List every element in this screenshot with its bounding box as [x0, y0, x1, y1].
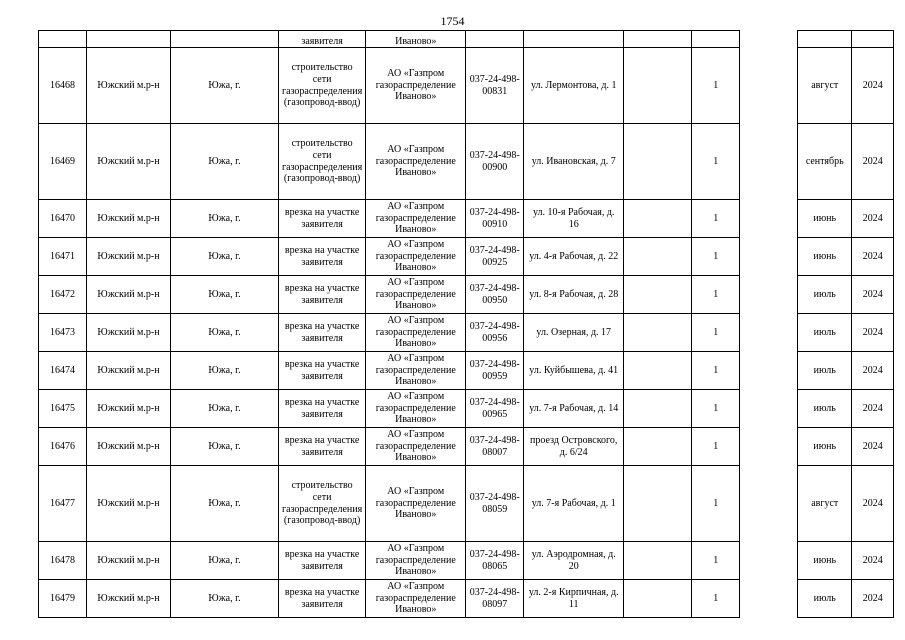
cell-id: 16479 [39, 580, 87, 618]
cell-id: 16468 [39, 48, 87, 124]
cell-code: 037-24-498-00956 [466, 314, 524, 352]
cell-gap [740, 352, 798, 390]
cell-gap [740, 580, 798, 618]
cell-code: 037-24-498-00965 [466, 390, 524, 428]
cell-year: 2024 [852, 238, 894, 276]
cell-town: Южа, г. [171, 200, 279, 238]
cell-district: Южский м.р-н [87, 352, 171, 390]
cell-month: сентябрь [798, 124, 852, 200]
cell-gap [740, 542, 798, 580]
cell-town: Южа, г. [171, 390, 279, 428]
cell-year: 2024 [852, 428, 894, 466]
cell-district: Южский м.р-н [87, 238, 171, 276]
cell-gap [740, 48, 798, 124]
cell-code: 037-24-498-00950 [466, 276, 524, 314]
cell-work: врезка на участке заявителя [279, 352, 366, 390]
cell-empty [624, 580, 692, 618]
cell-id: 16477 [39, 466, 87, 542]
cell-id: 16471 [39, 238, 87, 276]
cell-qty: 1 [692, 466, 740, 542]
cell-month: июль [798, 314, 852, 352]
table-row [39, 48, 894, 124]
cell-month: июнь [798, 238, 852, 276]
cell-id: 16475 [39, 390, 87, 428]
cell-district: Южский м.р-н [87, 314, 171, 352]
cell-work: строительство сети газораспределения (газопровод-ввод) [279, 48, 366, 124]
cell-org: АО «Газпром газораспределение Иваново» [366, 238, 466, 276]
cell-year: 2024 [852, 352, 894, 390]
cell-gap [740, 238, 798, 276]
cell-empty [624, 276, 692, 314]
cell-code: 037-24-498-00831 [466, 48, 524, 124]
cell-work: врезка на участке заявителя [279, 390, 366, 428]
table-row [39, 124, 894, 200]
table-row [39, 200, 894, 238]
cell-empty [624, 48, 692, 124]
cell-code: 037-24-498-08065 [466, 542, 524, 580]
cell-address: проезд Островского, д. 6/24 [524, 428, 624, 466]
cell-id: 16478 [39, 542, 87, 580]
cell-empty [624, 428, 692, 466]
cell-work: врезка на участке заявителя [279, 276, 366, 314]
cell-id: 16472 [39, 276, 87, 314]
cell-town: Южа, г. [171, 428, 279, 466]
cell-org: АО «Газпром газораспределение Иваново» [366, 124, 466, 200]
cell-month: июнь [798, 200, 852, 238]
cell-district: Южский м.р-н [87, 580, 171, 618]
cell-year: 2024 [852, 390, 894, 428]
table-row [39, 390, 894, 428]
cell-district: Южский м.р-н [87, 200, 171, 238]
cell-id: 16470 [39, 200, 87, 238]
cell-year: 2024 [852, 48, 894, 124]
cell-work: врезка на участке заявителя [279, 314, 366, 352]
cell-code: 037-24-498-00959 [466, 352, 524, 390]
cell-town: Южа, г. [171, 466, 279, 542]
cell-empty [624, 542, 692, 580]
cell-town: Южа, г. [171, 580, 279, 618]
table-row [39, 580, 894, 618]
cell-gap [740, 314, 798, 352]
cell-address: ул. Куйбышева, д. 41 [524, 352, 624, 390]
cell-id: 16469 [39, 124, 87, 200]
cell-empty [624, 314, 692, 352]
cell-district: Южский м.р-н [87, 428, 171, 466]
cell-gap [740, 466, 798, 542]
cell-address: ул. Ивановская, д. 7 [524, 124, 624, 200]
cell-month: июнь [798, 542, 852, 580]
cell-qty: 1 [692, 276, 740, 314]
cell-org: АО «Газпром газораспределение Иваново» [366, 314, 466, 352]
cell-empty [624, 390, 692, 428]
cell-district: Южский м.р-н [87, 124, 171, 200]
cell-qty: 1 [692, 238, 740, 276]
cell-org: АО «Газпром газораспределение Иваново» [366, 580, 466, 618]
cell-gap [740, 390, 798, 428]
cell-qty: 1 [692, 390, 740, 428]
cell-org: АО «Газпром газораспределение Иваново» [366, 352, 466, 390]
cell-month: июль [798, 390, 852, 428]
cell-org: АО «Газпром газораспределение Иваново» [366, 428, 466, 466]
cell-empty [624, 466, 692, 542]
cell-work: врезка на участке заявителя [279, 542, 366, 580]
cell-org: АО «Газпром газораспределение Иваново» [366, 390, 466, 428]
cell-qty: 1 [692, 580, 740, 618]
cell-code: 037-24-498-08097 [466, 580, 524, 618]
cell-year: 2024 [852, 580, 894, 618]
cell-address: ул. 4-я Рабочая, д. 22 [524, 238, 624, 276]
cell-work: врезка на участке заявителя [279, 200, 366, 238]
cell-district: Южский м.р-н [87, 276, 171, 314]
cell-gap [740, 124, 798, 200]
cell-gap [740, 428, 798, 466]
cell-work: строительство сети газораспределения (газопровод-ввод) [279, 466, 366, 542]
cell-address: ул. Аэродромная, д. 20 [524, 542, 624, 580]
cell-address: ул. 2-я Кирпичная, д. 11 [524, 580, 624, 618]
cell-town: Южа, г. [171, 542, 279, 580]
cell-empty [624, 352, 692, 390]
cell-qty: 1 [692, 314, 740, 352]
table-row [39, 542, 894, 580]
cell-month: июль [798, 352, 852, 390]
cell-month: август [798, 48, 852, 124]
cell-org: АО «Газпром газораспределение Иваново» [366, 200, 466, 238]
cell-month: июль [798, 580, 852, 618]
cell-work: врезка на участке заявителя [279, 238, 366, 276]
cell-gap [740, 276, 798, 314]
cell-qty: 1 [692, 200, 740, 238]
cell-id: 16474 [39, 352, 87, 390]
cell-address: ул. 7-я Рабочая, д. 1 [524, 466, 624, 542]
cell-qty: 1 [692, 542, 740, 580]
cell-district: Южский м.р-н [87, 390, 171, 428]
table-row [39, 238, 894, 276]
cell-work: строительство сети газораспределения (газопровод-ввод) [279, 124, 366, 200]
cell-address: ул. 8-я Рабочая, д. 28 [524, 276, 624, 314]
cell-org: АО «Газпром газораспределение Иваново» [366, 276, 466, 314]
cell-code: 037-24-498-08059 [466, 466, 524, 542]
cell-town: Южа, г. [171, 276, 279, 314]
table-row [39, 314, 894, 352]
cell-address: ул. 7-я Рабочая, д. 14 [524, 390, 624, 428]
cell-code: 037-24-498-00900 [466, 124, 524, 200]
cell-year: 2024 [852, 542, 894, 580]
table-row [39, 428, 894, 466]
cell-district: Южский м.р-н [87, 542, 171, 580]
cell-address: ул. Лермонтова, д. 1 [524, 48, 624, 124]
cell-month: июль [798, 276, 852, 314]
cell-qty: 1 [692, 352, 740, 390]
cell-town: Южа, г. [171, 314, 279, 352]
cell-qty: 1 [692, 48, 740, 124]
cell-work: врезка на участке заявителя [279, 428, 366, 466]
continuation-row [39, 31, 894, 48]
cell-org: Иваново» [366, 31, 466, 48]
table-row [39, 466, 894, 542]
cell-org: АО «Газпром газораспределение Иваново» [366, 542, 466, 580]
cell-org: АО «Газпром газораспределение Иваново» [366, 466, 466, 542]
cell-code: 037-24-498-00925 [466, 238, 524, 276]
cell-town: Южа, г. [171, 352, 279, 390]
cell-address: ул. 10-я Рабочая, д. 16 [524, 200, 624, 238]
cell-year: 2024 [852, 314, 894, 352]
cell-empty [624, 238, 692, 276]
table-row [39, 276, 894, 314]
cell-month: июнь [798, 428, 852, 466]
cell-id: 16473 [39, 314, 87, 352]
table-row [39, 352, 894, 390]
cell-qty: 1 [692, 124, 740, 200]
cell-qty: 1 [692, 428, 740, 466]
cell-address: ул. Озерная, д. 17 [524, 314, 624, 352]
page-number: 1754 [440, 14, 465, 28]
cell-org: АО «Газпром газораспределение Иваново» [366, 48, 466, 124]
cell-district: Южский м.р-н [87, 466, 171, 542]
cell-town: Южа, г. [171, 48, 279, 124]
registry-table [38, 30, 894, 618]
cell-empty [624, 200, 692, 238]
cell-code: 037-24-498-00910 [466, 200, 524, 238]
cell-month: август [798, 466, 852, 542]
cell-work: заявителя [279, 31, 366, 48]
cell-year: 2024 [852, 466, 894, 542]
cell-year: 2024 [852, 124, 894, 200]
cell-district: Южский м.р-н [87, 48, 171, 124]
cell-gap [740, 200, 798, 238]
cell-code: 037-24-498-08007 [466, 428, 524, 466]
cell-town: Южа, г. [171, 238, 279, 276]
cell-town: Южа, г. [171, 124, 279, 200]
cell-year: 2024 [852, 200, 894, 238]
cell-id: 16476 [39, 428, 87, 466]
cell-work: врезка на участке заявителя [279, 580, 366, 618]
cell-year: 2024 [852, 276, 894, 314]
cell-empty [624, 124, 692, 200]
